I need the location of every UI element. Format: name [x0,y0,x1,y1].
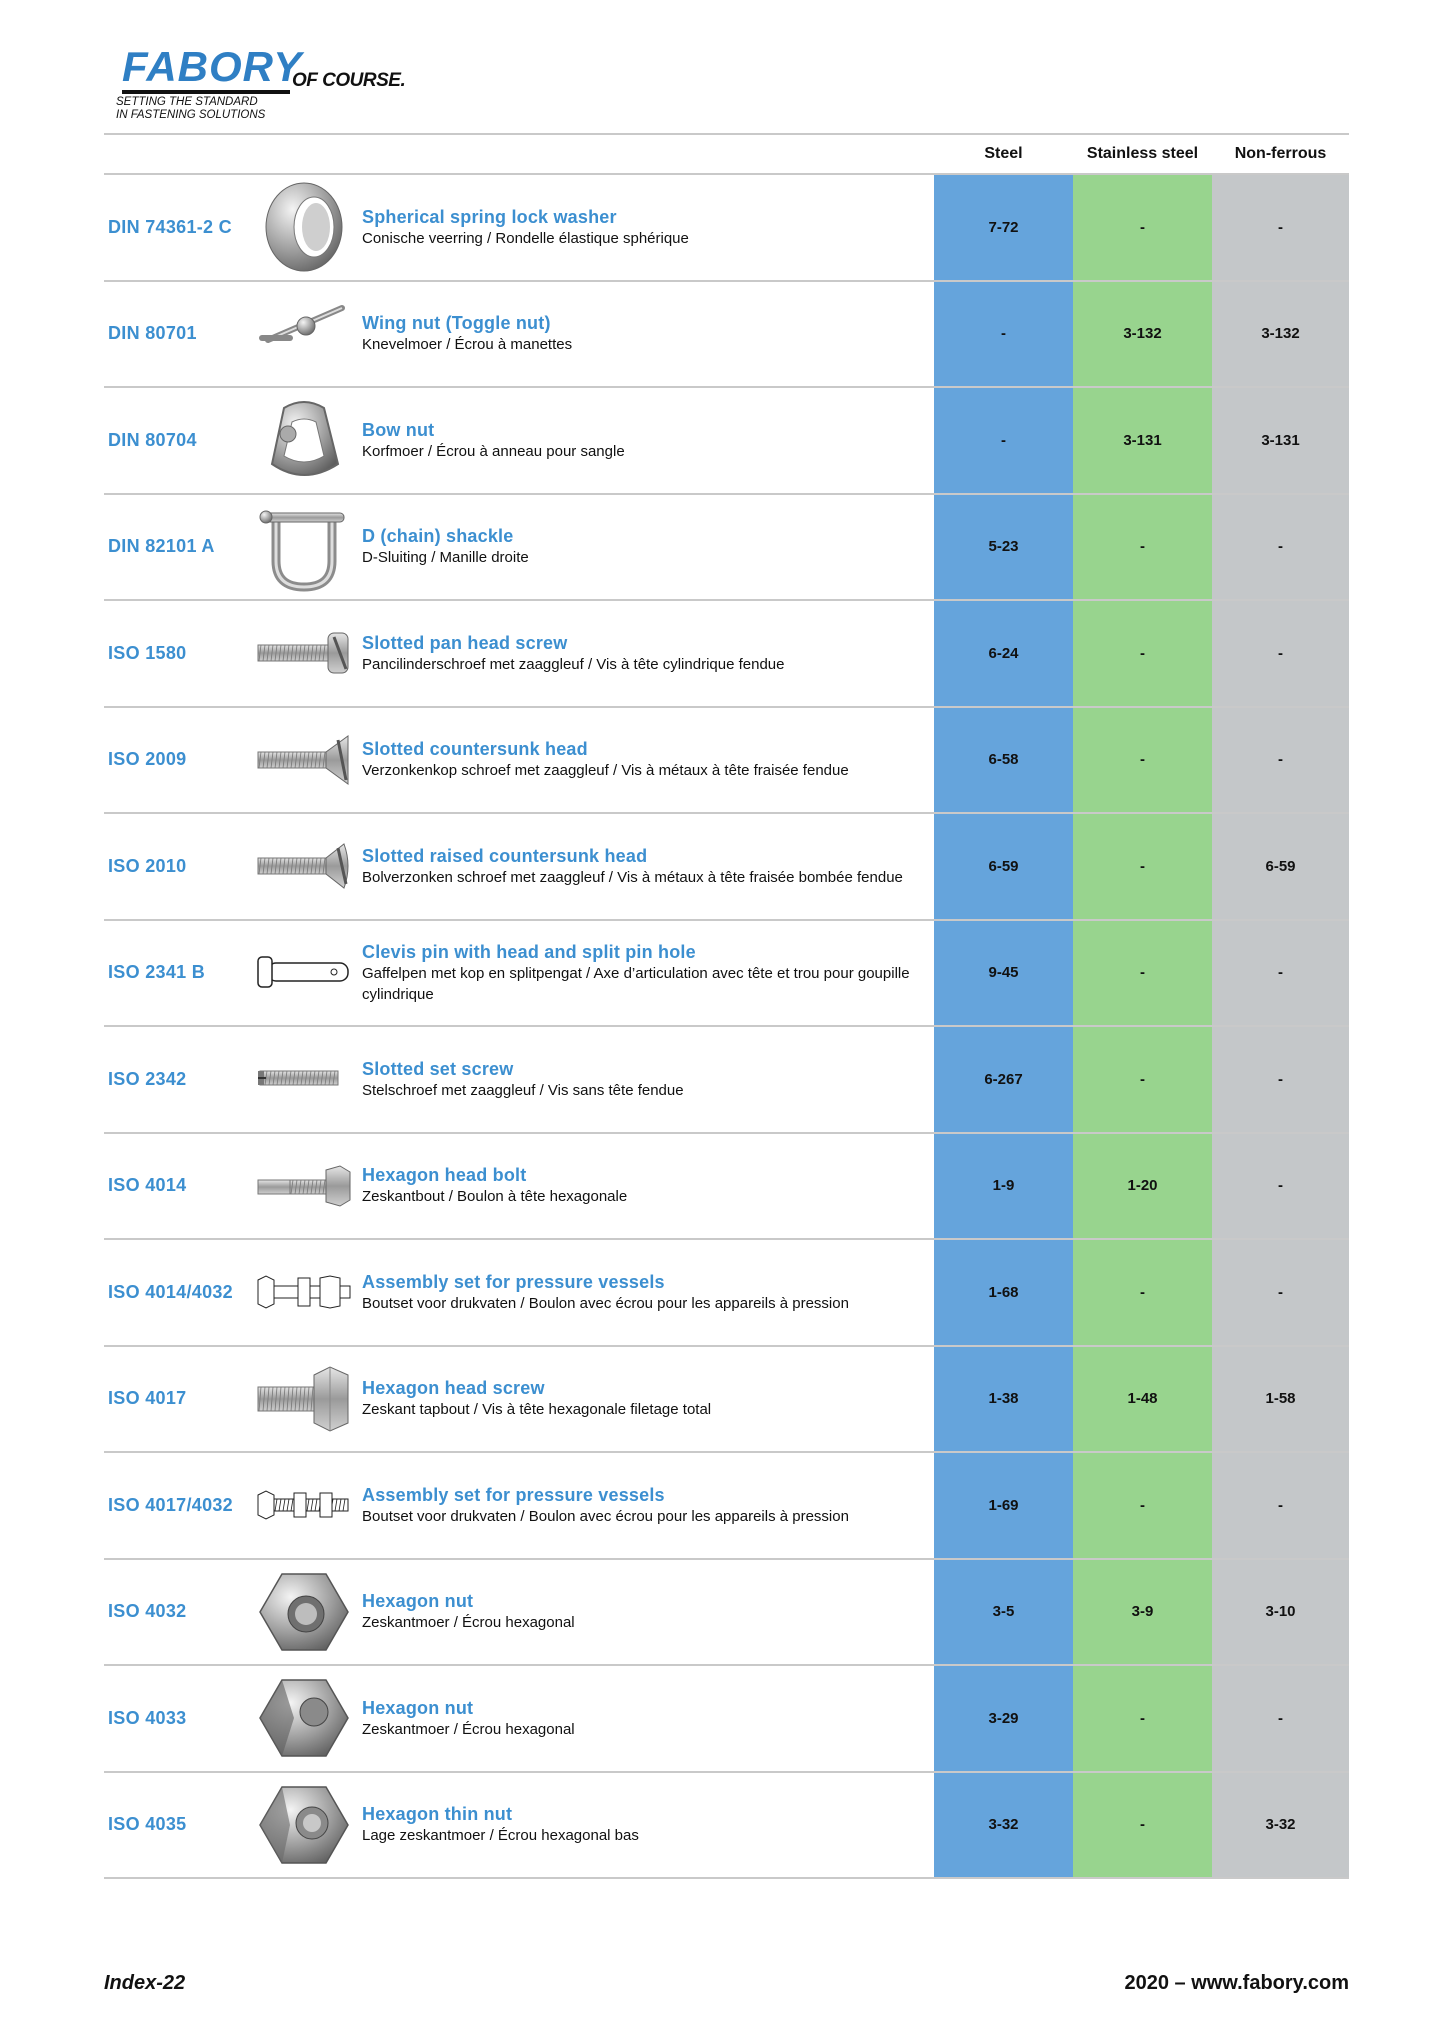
product-code: ISO 4032 [108,1601,187,1622]
product-title: Slotted raised countersunk head [362,845,648,866]
nonferrous-page-ref: - [1212,1666,1349,1771]
nonferrous-page-ref: - [1212,921,1349,1026]
product-code: ISO 4014 [108,1175,187,1196]
nonferrous-page-ref: 3-10 [1212,1560,1349,1665]
table-row [104,1027,1349,1134]
steel-page-ref: 5-23 [934,495,1073,600]
product-translation: Knevelmoer / Écrou à manettes [362,336,573,354]
product-translation: Korfmoer / Écrou à anneau pour sangle [362,442,625,460]
set-screw-icon [254,1033,354,1125]
nonferrous-page-ref: - [1212,1453,1349,1558]
product-title: Wing nut (Toggle nut) [362,313,551,334]
product-code: ISO 4035 [108,1814,187,1835]
product-description [362,1134,928,1239]
nonferrous-page-ref: - [1212,1027,1349,1132]
nonferrous-page-ref: - [1212,495,1349,600]
table-row [104,388,1349,495]
product-translation: Boutset voor drukvaten / Boulon avec écrou pour les appareils à pression [362,1507,849,1525]
bolt-nut-set-icon [254,1246,354,1338]
table-body [104,175,1349,1879]
table-row [104,1347,1349,1454]
logo-suffix: OF COURSE. [292,70,406,91]
product-translation: Conische veerring / Rondelle élastique sphérique [362,229,689,247]
footer-website: 2020 – www.fabory.com [1124,1972,1349,1994]
steel-page-ref: 1-9 [934,1134,1073,1239]
product-description [362,282,928,387]
product-description [362,1453,928,1558]
product-title: Slotted set screw [362,1058,514,1079]
nonferrous-page-ref: 3-131 [1212,388,1349,493]
product-description [362,921,928,1026]
fabory-logo [116,44,416,124]
logo-tagline [116,96,336,122]
product-description [362,175,928,280]
pan-screw-icon [254,607,354,699]
product-description [362,708,928,813]
nonferrous-page-ref: - [1212,601,1349,706]
steel-page-ref: - [934,388,1073,493]
table-row [104,1666,1349,1773]
table-row [104,814,1349,921]
hex-nut-icon [254,1566,354,1658]
table-row [104,921,1349,1028]
product-translation: Zeskant tapbout / Vis à tête hexagonale filetage total [362,1401,712,1419]
steel-page-ref: 6-267 [934,1027,1073,1132]
stainless-page-ref: - [1073,1666,1212,1771]
tagline-line-1: SETTING THE STANDARD [116,96,258,108]
bolt-nut-set-full-icon [254,1459,354,1551]
product-translation: Verzonkenkop schroef met zaaggleuf / Vis à métaux à tête fraisée fendue [362,762,849,780]
steel-page-ref: 3-5 [934,1560,1073,1665]
product-translation: Zeskantmoer / Écrou hexagonal [362,1614,575,1632]
steel-page-ref: 3-32 [934,1773,1073,1878]
hex-thin-nut-icon [254,1779,354,1871]
product-code: ISO 2341 B [108,962,206,983]
table-row [104,1240,1349,1347]
product-title: Bow nut [362,419,435,440]
hex-screw-icon [254,1353,354,1445]
table-row [104,282,1349,389]
product-code: ISO 2342 [108,1068,187,1089]
nonferrous-page-ref: 3-32 [1212,1773,1349,1878]
steel-page-ref: 9-45 [934,921,1073,1026]
product-description [362,814,928,919]
product-code: ISO 4017/4032 [108,1494,233,1515]
column-header-steel: Steel [984,145,1023,162]
product-title: D (chain) shackle [362,526,514,547]
table-header [104,133,1349,175]
product-title: Slotted countersunk head [362,739,588,760]
product-translation: Stelschroef met zaaggleuf / Vis sans tête fendue [362,1081,684,1099]
product-translation: Bolverzonken schroef met zaaggleuf / Vis à métaux à tête fraisée bombée fendue [362,868,903,886]
product-code: ISO 4014/4032 [108,1281,233,1302]
stainless-page-ref: - [1073,495,1212,600]
product-title: Slotted pan head screw [362,632,568,653]
product-code: DIN 74361-2 C [108,216,232,237]
steel-page-ref: 1-38 [934,1347,1073,1452]
product-description [362,388,928,493]
hex-nut-high-icon [254,1672,354,1764]
product-title: Assembly set for pressure vessels [362,1271,665,1292]
table-row [104,1134,1349,1241]
product-code: ISO 2009 [108,749,187,770]
product-description [362,1666,928,1771]
product-description [362,1773,928,1878]
product-code: ISO 4017 [108,1388,187,1409]
stainless-page-ref: - [1073,708,1212,813]
nonferrous-page-ref: - [1212,708,1349,813]
toggle-nut-icon [254,288,354,380]
stainless-page-ref: - [1073,175,1212,280]
stainless-page-ref: 3-9 [1073,1560,1212,1665]
stainless-page-ref: 3-132 [1073,282,1212,387]
product-code: ISO 4033 [108,1707,187,1728]
table-row [104,495,1349,602]
stainless-page-ref: - [1073,1773,1212,1878]
product-title: Assembly set for pressure vessels [362,1484,665,1505]
column-header-nonferrous: Non-ferrous [1234,145,1327,162]
clevis-pin-icon [254,927,354,1019]
stainless-page-ref: 1-20 [1073,1134,1212,1239]
product-description [362,1347,928,1452]
stainless-page-ref: 3-131 [1073,388,1212,493]
table-row [104,1773,1349,1880]
steel-page-ref: 3-29 [934,1666,1073,1771]
nonferrous-page-ref: 1-58 [1212,1347,1349,1452]
product-title: Spherical spring lock washer [362,206,617,227]
product-translation: Lage zeskantmoer / Écrou hexagonal bas [362,1827,639,1845]
steel-page-ref: 1-68 [934,1240,1073,1345]
logo-brand: FABORY [122,43,303,90]
product-code: DIN 82101 A [108,536,215,557]
product-translation: D-Sluiting / Manille droite [362,549,529,567]
countersunk-screw-icon [254,714,354,806]
hex-bolt-icon [254,1140,354,1232]
product-code: DIN 80704 [108,429,197,450]
steel-page-ref: 6-58 [934,708,1073,813]
steel-page-ref: 7-72 [934,175,1073,280]
product-translation: Gaffelpen met kop en splitpengat / Axe d’articulation avec tête et trou pour goupille cylindrique [362,964,910,1003]
table-row [104,175,1349,282]
product-title: Hexagon thin nut [362,1804,513,1825]
product-title: Clevis pin with head and split pin hole [362,941,696,962]
table-row [104,601,1349,708]
page-number: Index-22 [104,1972,186,1994]
steel-page-ref: 1-69 [934,1453,1073,1558]
stainless-page-ref: 1-48 [1073,1347,1212,1452]
stainless-page-ref: - [1073,814,1212,919]
nonferrous-page-ref: 6-59 [1212,814,1349,919]
column-header-stainless: Stainless steel [1086,145,1199,162]
spherical-washer-icon [254,181,354,273]
product-translation: Pancilinderschroef met zaaggleuf / Vis à tête cylindrique fendue [362,655,785,673]
product-code: ISO 1580 [108,642,187,663]
product-description [362,495,928,600]
product-title: Hexagon head bolt [362,1165,527,1186]
product-title: Hexagon nut [362,1591,474,1612]
tagline-line-2: IN FASTENING SOLUTIONS [116,109,266,121]
product-translation: Boutset voor drukvaten / Boulon avec écrou pour les appareils à pression [362,1294,849,1312]
steel-page-ref: 6-59 [934,814,1073,919]
product-translation: Zeskantmoer / Écrou hexagonal [362,1720,575,1738]
product-code: ISO 2010 [108,855,187,876]
product-title: Hexagon head screw [362,1378,545,1399]
table-row [104,1453,1349,1560]
product-description [362,1027,928,1132]
raised-countersunk-screw-icon [254,820,354,912]
stainless-page-ref: - [1073,601,1212,706]
stainless-page-ref: - [1073,1240,1212,1345]
product-description [362,1560,928,1665]
product-code: DIN 80701 [108,323,197,344]
stainless-page-ref: - [1073,1453,1212,1558]
steel-page-ref: 6-24 [934,601,1073,706]
stainless-page-ref: - [1073,921,1212,1026]
product-translation: Zeskantbout / Boulon à tête hexagonale [362,1188,628,1206]
table-row [104,708,1349,815]
shackle-icon [254,501,354,593]
product-description [362,601,928,706]
logo-underline [122,90,290,94]
nonferrous-page-ref: 3-132 [1212,282,1349,387]
nonferrous-page-ref: - [1212,175,1349,280]
product-title: Hexagon nut [362,1697,474,1718]
nonferrous-page-ref: - [1212,1240,1349,1345]
nonferrous-page-ref: - [1212,1134,1349,1239]
bow-nut-icon [254,394,354,486]
product-index-table [104,133,1349,1879]
stainless-page-ref: - [1073,1027,1212,1132]
steel-page-ref: - [934,282,1073,387]
product-description [362,1240,928,1345]
table-row [104,1560,1349,1667]
